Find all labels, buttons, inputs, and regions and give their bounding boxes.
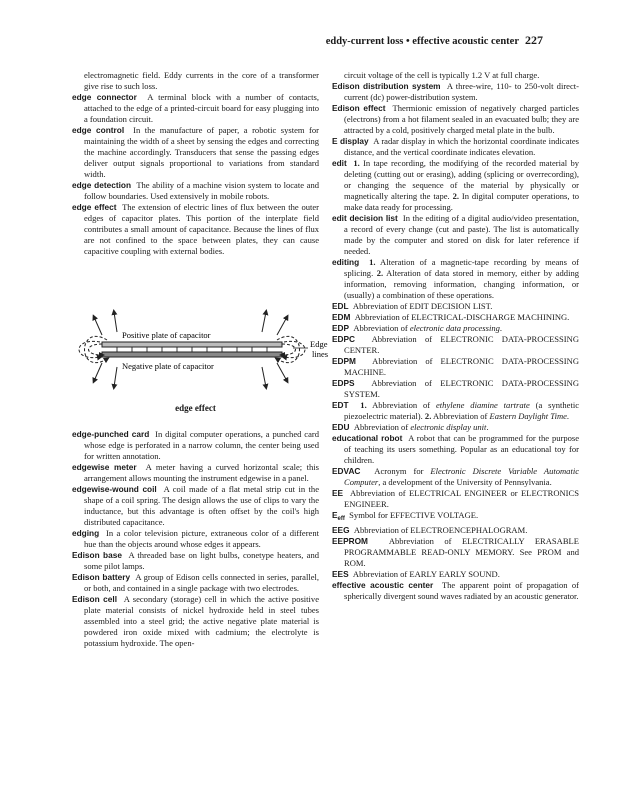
outer-flux-arrows [94, 312, 287, 387]
entries-after-figure [72, 429, 319, 649]
dictionary-entry [72, 125, 319, 180]
entry-definition: A threaded base on light bulbs, conetype heaters, and some pilot lamps. [84, 550, 319, 571]
entry-definition: A group of Edison cells connected in series, parallel, or both, and contained in a single package with two electrodes. [84, 572, 319, 593]
entry-definition: In the manufacture of paper, a robotic system for maintaining the width of a sheet by sensing the edges and correcting the machine accordingly. Transducers that sense the passing edges deliver output signals proportional to variations from standard width. [84, 125, 319, 179]
dictionary-entry: EE Abbreviation of ELECTRICAL ENGINEER or ELECTRONICS ENGINEER. [332, 488, 579, 509]
running-header [326, 33, 543, 48]
entry-term: EDPC [332, 334, 356, 344]
entry-term: edge detection [72, 180, 132, 190]
dictionary-entry: EDP Abbreviation of electronic data processing. [332, 323, 503, 333]
dictionary-entry: Edison distribution system A three-wire, 110- to 250-volt direct-current (dc) power-distribution system. [332, 81, 579, 102]
entry-term: edit [332, 158, 347, 168]
dictionary-entry: EDM Abbreviation of ELECTRICAL-DISCHARGE MACHINING. [332, 312, 570, 322]
dictionary-entry: EEPROM Abbreviation of ELECTRICALLY ERASABLE PROGRAMMABLE READ-ONLY MEMORY. See PROM and ROM. [332, 536, 580, 568]
dictionary-entry [72, 528, 319, 550]
entry-term: Edison battery [72, 572, 131, 582]
entry-term: EDU [332, 422, 350, 432]
header-title: eddy-current loss • effective acoustic center [325, 36, 519, 47]
entry-term: Edison cell [72, 594, 118, 604]
entry-term: edge-punched card [72, 429, 150, 439]
dictionary-entry: EDPC Abbreviation of ELECTRONIC DATA-PROCESSING CENTER. [332, 334, 580, 355]
dictionary-entry: EDU Abbreviation of electronic display unit. [332, 422, 489, 432]
dictionary-entry: EDT 1. Abbreviation of ethylene diamine tartrate (a synthetic piezoelectric material). 2. Abbreviation of Eastern Daylight Time. [332, 400, 579, 421]
dictionary-entry: edit decision list In the editing of a digital audio/video presentation, a record of every change (cut and paste). The list is automatically made by the computer and stored on disk for later reference if needed. [332, 213, 579, 256]
entry-definition: A terminal block with a number of contacts, attached to the edge of a printed-circuit board for easy plugging into a foundation circuit. [84, 92, 320, 124]
edge-lines-label-2: lines [312, 349, 329, 359]
dictionary-entry [72, 550, 319, 572]
entry-definition: In a color television picture, extraneous color of a different hue than the objects around whose edges it appears. [84, 528, 319, 549]
negative-plate-label: Negative plate of capacitor [122, 361, 214, 371]
dictionary-entry: $E_{eff}$ Symbol for EFFECTIVE VOLTAGE. [332, 510, 479, 522]
entry-term: edgewise-wound coil [72, 484, 157, 494]
dictionary-entry: EDVAC Acronym for Electronic Discrete Variable Automatic Computer, a development of the University of Pennsylvania. [332, 466, 579, 487]
entry-term: edging [72, 528, 100, 538]
edge-lines-label-1: Edge [310, 339, 328, 349]
entry-term: EDPS [332, 378, 355, 388]
entry-term: EDVAC [332, 466, 361, 476]
dictionary-entry [72, 429, 319, 462]
positive-plate-label: Positive plate of capacitor [122, 330, 211, 340]
entry-term: Edison base [72, 550, 122, 560]
dictionary-entry [72, 70, 319, 92]
capacitor-diagram [62, 297, 332, 397]
negative-plate [102, 352, 282, 357]
entry-term: $E_{eff}$ [332, 510, 345, 522]
positive-plate [102, 342, 282, 347]
entry-definition: In digital computer operations, a punched card whose edge is perforated in a narrow column, the center being used for written annotation. [84, 429, 320, 461]
entry-term: edgewise meter [72, 462, 137, 472]
dictionary-entry [72, 594, 319, 649]
entry-definition: electromagnetic field. Eddy currents in the core of a transformer give rise to such loss. [84, 70, 319, 91]
entry-term: EE [332, 488, 344, 498]
entry-definition: A secondary (storage) cell in which the active positive plate material consists of nickel hydroxide held in steel tubes assembled into a steel grid; the active negative plate material is powdered iron oxide mixed with cadmium; the electrolyte is potassium hydroxide. The open- [84, 594, 319, 648]
dictionary-entry: EDPS Abbreviation of ELECTRONIC DATA-PROCESSING SYSTEM. [332, 378, 580, 399]
entries-before-figure [72, 70, 319, 257]
entry-term: EDT [332, 400, 349, 410]
dictionary-entry [72, 462, 319, 484]
dictionary-entry [72, 202, 319, 257]
dictionary-entry: EEG Abbreviation of ELECTROENCEPHALOGRAM. [332, 525, 528, 535]
entry-term: educational robot [332, 433, 403, 443]
dictionary-entry: E display A radar display in which the horizontal coordinate indicates distance, and the vertical coordinate indicates elevation. [332, 136, 579, 157]
dictionary-entry [72, 180, 319, 202]
entry-term: editing [332, 257, 360, 267]
entry-term: EDPM [332, 356, 356, 366]
continued-text: circuit voltage of the cell is typically 1.2 V at full charge. [344, 70, 540, 80]
page-number: 227 [525, 33, 543, 47]
entry-term: edge connector [72, 92, 137, 102]
entry-term: edit decision list [332, 213, 398, 223]
entry-term: Edison effect [332, 103, 386, 113]
entry-definition: The extension of electric lines of flux between the outer edges of capacitor plates. This portion of the interplate field contributes a small amount of capacitance. Because the lines of flux are not confined to the space between plates, they can cause capacitive coupling with external bodies. [84, 202, 320, 256]
entry-term: EES [332, 569, 349, 579]
dictionary-entry [72, 572, 319, 594]
entry-definition: A meter having a curved horizontal scale; this arrangement allows mounting the instrument edgewise in a panel. [84, 462, 319, 483]
dictionary-entry: effective acoustic center The apparent point of propagation of spherically divergent sound waves radiated by an acoustic generator. [332, 580, 579, 601]
entry-term: Edison distribution system [332, 81, 441, 91]
dictionary-entry: edit 1. In tape recording, the modifying of the recorded material by deleting (cutting out or erasing), adding (splicing or overrecording), or changing the sequence of the material by physically or magnetically altering the tape. 2. In digital computer operations, to make data ready for processing. [332, 158, 580, 212]
dictionary-entry [72, 484, 319, 528]
entry-term: E display [332, 136, 369, 146]
entry-term: EDP [332, 323, 350, 333]
entry-definition: A coil made of a flat metal strip cut in the shape of a coil spring. The design allows the use of clips to vary the inductance, but this advantage is often offset by the coil's high distributed capacitance. [84, 484, 319, 527]
figure-caption: edge effect [175, 403, 216, 413]
entry-definition: The ability of a machine vision system to locate and follow boundaries. Used extensively in mobile robots. [84, 180, 319, 201]
dictionary-entry: EDPM Abbreviation of ELECTRONIC DATA-PROCESSING MACHINE. [332, 356, 579, 377]
entry-term: EEPROM [332, 536, 368, 546]
entry-term: EDM [332, 312, 351, 322]
left-column [72, 70, 329, 649]
dictionary-entry: Edison effect Thermionic emission of negatively charged particles (electrons) from a hot filament sealed in an evacuated bulb; they are attracted by a cold, positively charged metal plate in the bulb. [332, 103, 579, 135]
right-column [332, 70, 579, 602]
dictionary-entry: EDL Abbreviation of EDIT DECISION LIST. [332, 301, 493, 311]
entry-term: EDL [332, 301, 349, 311]
dictionary-entry [72, 92, 319, 125]
entry-term: edge effect [72, 202, 117, 212]
dictionary-entry: educational robot A robot that can be programmed for the purpose of teaching its users something. Popular as an educational toy for children. [332, 433, 580, 465]
edge-effect-figure [72, 257, 329, 429]
dictionary-entry: EES Abbreviation of EARLY EARLY SOUND. [332, 569, 500, 579]
interplate-field-lines [117, 347, 267, 352]
entry-term: edge control [72, 125, 125, 135]
entry-term: EEG [332, 525, 350, 535]
dictionary-entry: editing 1. Alteration of a magnetic-tape recording by means of splicing. 2. Alteration of data stored in memory, either by adding information, removing information, changing information, or (usually) a combination of these operations. [332, 257, 579, 300]
entry-term: effective acoustic center [332, 580, 434, 590]
